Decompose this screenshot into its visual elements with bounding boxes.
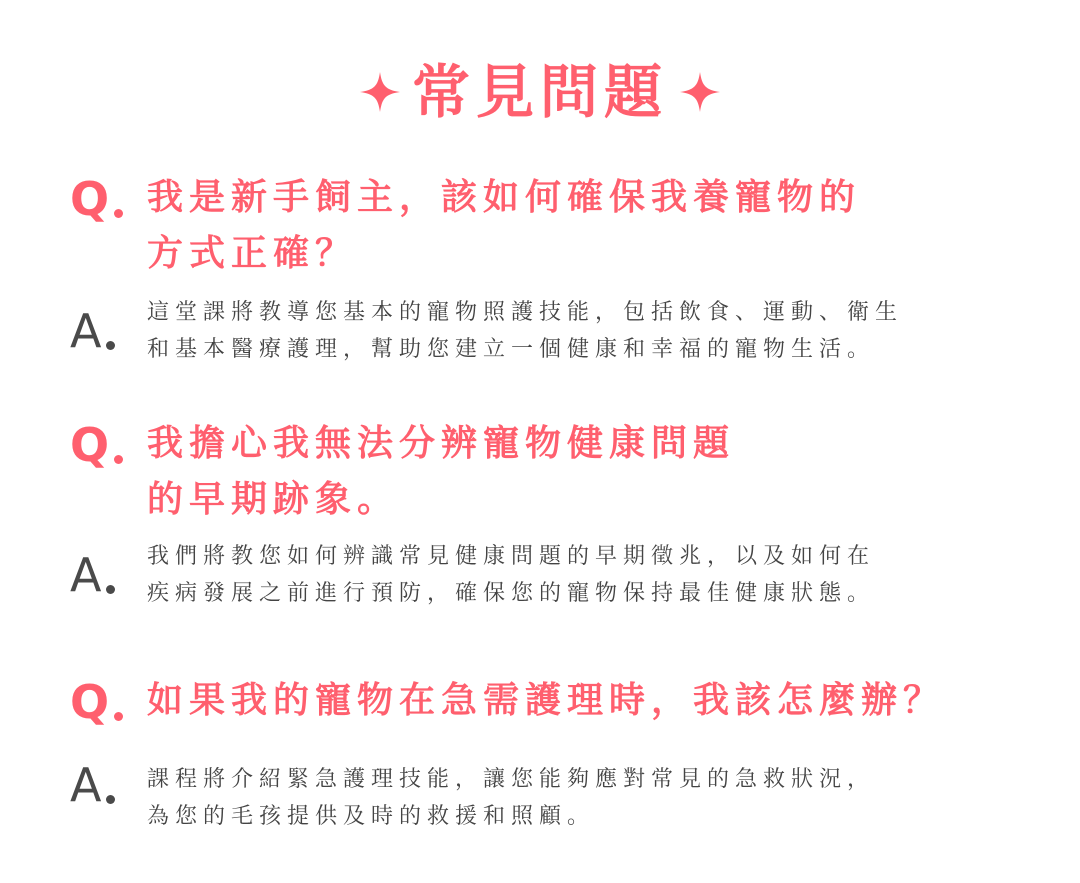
- question-text: 我擔心我無法分辨寵物健康問題 的早期跡象。: [147, 423, 736, 520]
- question-text: 如果我的寵物在急需護理時，我該怎麼辦？: [147, 680, 946, 721]
- marker-dot: [114, 209, 123, 218]
- answer-marker-letter: A: [70, 304, 102, 358]
- question-marker-letter: Q: [70, 675, 110, 729]
- question-marker-letter: Q: [70, 418, 110, 472]
- question-text: 我是新手飼主，該如何確保我養寵物的 方式正確？: [147, 177, 862, 274]
- page-header: [0, 52, 1080, 132]
- question-marker: [70, 675, 110, 729]
- marker-dot: [106, 341, 115, 350]
- sparkle-icon: [678, 70, 722, 114]
- page-title: 常見問題: [411, 58, 668, 126]
- answer-marker-letter: A: [70, 758, 102, 812]
- marker-dot: [106, 585, 115, 594]
- answer-text: 我們將教您如何辨識常見健康問題的早期徵兆，以及如何在 疾病發展之前進行預防，確保您的寵物保持最佳健康狀態。: [147, 544, 876, 606]
- question-marker-letter: Q: [70, 172, 110, 226]
- answer-marker: [70, 758, 102, 812]
- marker-dot: [106, 795, 115, 804]
- answer-text: 課程將介紹緊急護理技能，讓您能夠應對常見的急救狀況， 為您的毛孩提供及時的救援和照顧。: [147, 767, 876, 829]
- marker-dot: [114, 712, 123, 721]
- question-marker: [70, 418, 110, 472]
- sparkle-icon: [358, 70, 402, 114]
- marker-dot: [114, 455, 123, 464]
- question-marker: [70, 172, 110, 226]
- answer-marker: [70, 548, 102, 602]
- answer-marker: [70, 304, 102, 358]
- answer-text: 這堂課將教導您基本的寵物照護技能，包括飲食、運動、衛生 和基本醫療護理，幫助您建立一個健康和幸福的寵物生活。: [147, 300, 904, 362]
- answer-marker-letter: A: [70, 548, 102, 602]
